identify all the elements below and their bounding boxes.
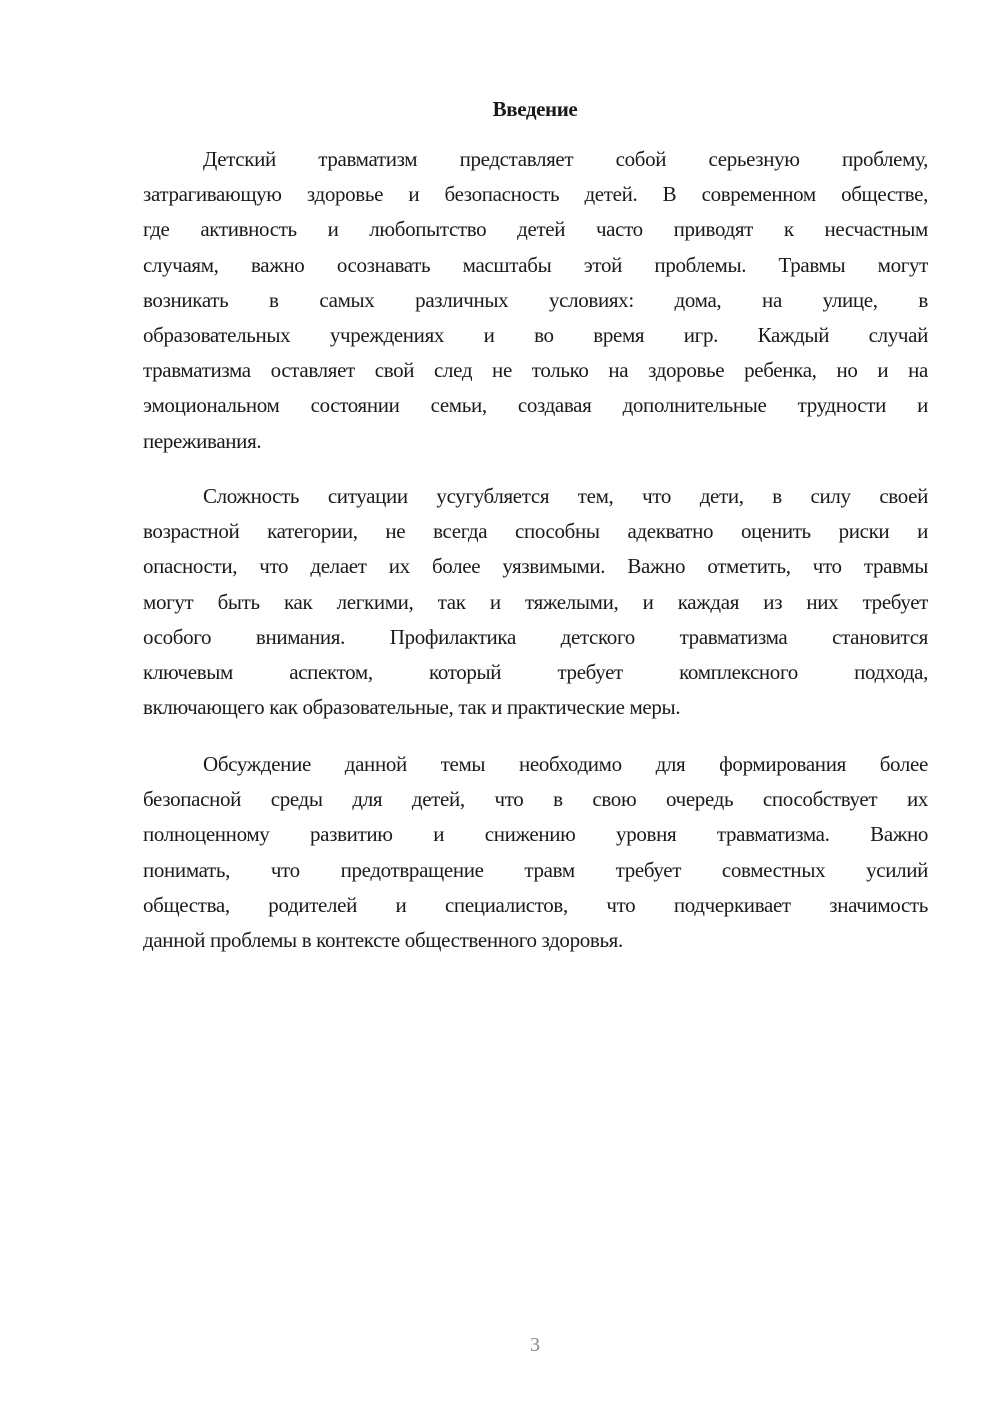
paragraph-3	[143, 747, 928, 958]
text-line: где активность и любопытство детей часто приводят к несчастным	[143, 217, 928, 242]
text-line: Сложность ситуации усугубляется тем, что дети, в силу своей	[203, 484, 928, 508]
paragraph-2	[143, 479, 928, 725]
text-line: общества, родителей и специалистов, что подчеркивает значимость	[143, 892, 928, 917]
text-line: могут быть как легкими, так и тяжелыми, и каждая из них требует	[143, 589, 928, 614]
text-line: эмоциональном состоянии семьи, создавая дополнительные трудности и	[143, 393, 928, 418]
text-line: возрастной категории, не всегда способны адекватно оценить риски и	[143, 519, 928, 544]
section-title: Введение	[492, 97, 578, 121]
text-line: образовательных учреждениях и во время игр. Каждый случай	[143, 322, 928, 347]
text-line: переживания.	[143, 428, 262, 453]
text-line: безопасной среды для детей, что в свою очередь способствует их	[143, 787, 928, 812]
text-line: Детский травматизм представляет собой серьезную проблему,	[203, 147, 928, 171]
text-line: случаям, важно осознавать масштабы этой проблемы. Травмы могут	[143, 252, 928, 277]
text-line: травматизма оставляет свой след не только на здоровье ребенка, но и на	[143, 358, 928, 383]
text-line: ключевым аспектом, который требует комплексного подхода,	[143, 659, 928, 684]
paragraph-1	[143, 142, 928, 459]
text-line: затрагивающую здоровье и безопасность детей. В современном обществе,	[143, 182, 928, 207]
text-line: опасности, что делает их более уязвимыми. Важно отметить, что травмы	[143, 554, 928, 579]
text-line: полноценному развитию и снижению уровня травматизма. Важно	[143, 822, 928, 847]
text-line: включающего как образовательные, так и практические меры.	[143, 695, 681, 720]
page-number: 3	[530, 1334, 540, 1356]
text-line: особого внимания. Профилактика детского травматизма становится	[143, 624, 928, 649]
text-line: данной проблемы в контексте общественного здоровья.	[143, 927, 623, 952]
text-line: Обсуждение данной темы необходимо для формирования более	[203, 752, 928, 776]
text-line: понимать, что предотвращение травм требует совместных усилий	[143, 857, 928, 882]
text-line: возникать в самых различных условиях: дома, на улице, в	[143, 287, 928, 312]
